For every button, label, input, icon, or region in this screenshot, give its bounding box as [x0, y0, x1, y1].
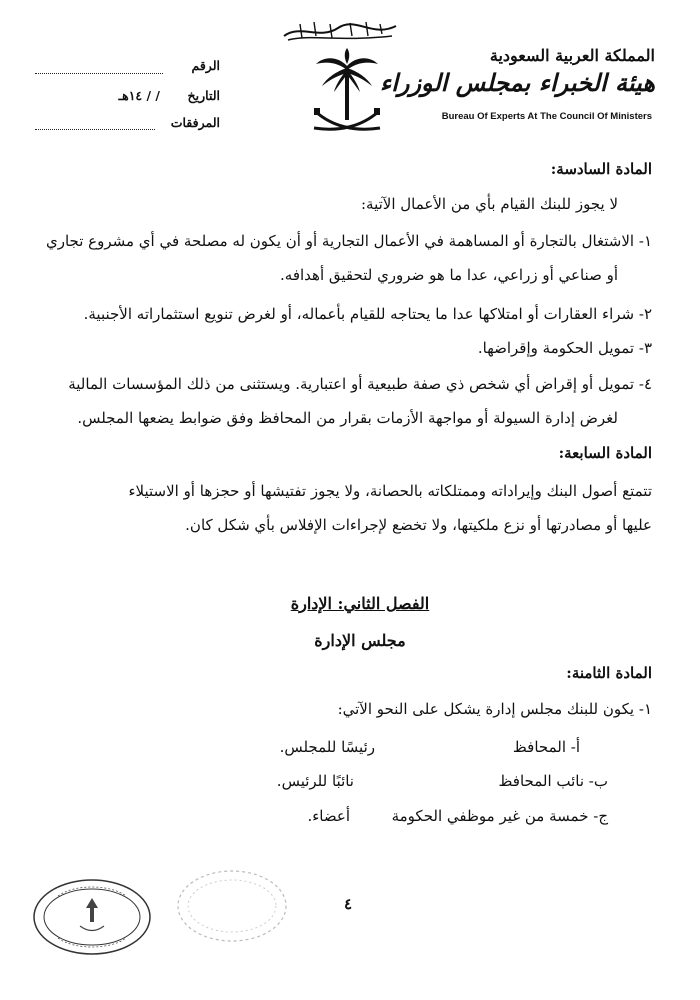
article-6-item-4-line-2: لغرض إدارة السيولة أو مواجهة الأزمات بقرار من المحافظ وفق ضوابط يضعها المجلس. [77, 409, 618, 427]
palm-swords-emblem [310, 48, 384, 140]
number-line [35, 72, 163, 74]
date-label: التاريخ [187, 88, 220, 103]
article-6-item-2: ٢- شراء العقارات أو امتلاكها عدا ما يحتاجه للقيام بأعماله، أو لغرض تنويع استثماراته الأجنبية. [83, 305, 652, 323]
section-title: مجلس الإدارة [314, 631, 406, 650]
faint-seal-stamp [175, 866, 290, 946]
member-b-role: نائبًا للرئيس. [276, 772, 354, 790]
article-7-heading: المادة السابعة: [558, 444, 652, 462]
member-a-role: رئيسًا للمجلس. [279, 738, 375, 756]
member-b: ب- نائب المحافظ [498, 772, 608, 790]
official-seal-stamp [30, 876, 155, 958]
kingdom-name: المملكة العربية السعودية [489, 46, 655, 65]
date-value: / / ١٤هـ [118, 88, 160, 103]
article-6-item-3: ٣- تمويل الحكومة وإقراضها. [477, 339, 652, 357]
article-6-item-1-line-2: أو صناعي أو زراعي، عدا ما هو ضروري لتحقيق أهدافه. [280, 266, 618, 284]
article-7-line-1: تتمتع أصول البنك وإيراداته وممتلكاته بالحصانة، ولا يجوز تفتيشها أو حجزها أو الاستيلاء [128, 482, 652, 500]
bureau-name-arabic: هيئة الخبراء بمجلس الوزراء [379, 68, 655, 97]
attachments-label: المرفقات [170, 115, 220, 130]
article-6-item-4-line-1: ٤- تمويل أو إقراض أي شخص ذي صفة طبيعية أو اعتبارية. ويستثنى من ذلك المؤسسات المالية [68, 375, 652, 393]
chapter-title: الفصل الثاني: الإدارة [290, 594, 430, 613]
article-6-heading: المادة السادسة: [550, 160, 652, 178]
member-a: أ- المحافظ [512, 738, 580, 756]
bismillah-calligraphy [280, 18, 400, 44]
page-number: ٤ [344, 895, 353, 913]
number-label: الرقم [191, 58, 220, 73]
article-6-item-1-line-1: ١- الاشتغال بالتجارة أو المساهمة في الأعمال التجارية أو أن يكون له مصلحة في أي مشروع تجاري [45, 232, 652, 250]
article-6-intro: لا يجوز للبنك القيام بأي من الأعمال الآتية: [361, 195, 618, 213]
bureau-name-english: Bureau Of Experts At The Council Of Ministers [441, 111, 652, 122]
member-c-role: أعضاء. [307, 807, 350, 825]
article-7-line-2: عليها أو مصادرتها أو نزع ملكيتها، ولا تخضع لإجراءات الإفلاس بأي شكل كان. [185, 516, 652, 534]
member-c: ج- خمسة من غير موظفي الحكومة [391, 807, 608, 825]
attachments-line [35, 128, 155, 130]
article-8-item-1: ١- يكون للبنك مجلس إدارة يشكل على النحو الآتي: [337, 700, 652, 718]
article-8-heading: المادة الثامنة: [566, 664, 652, 682]
